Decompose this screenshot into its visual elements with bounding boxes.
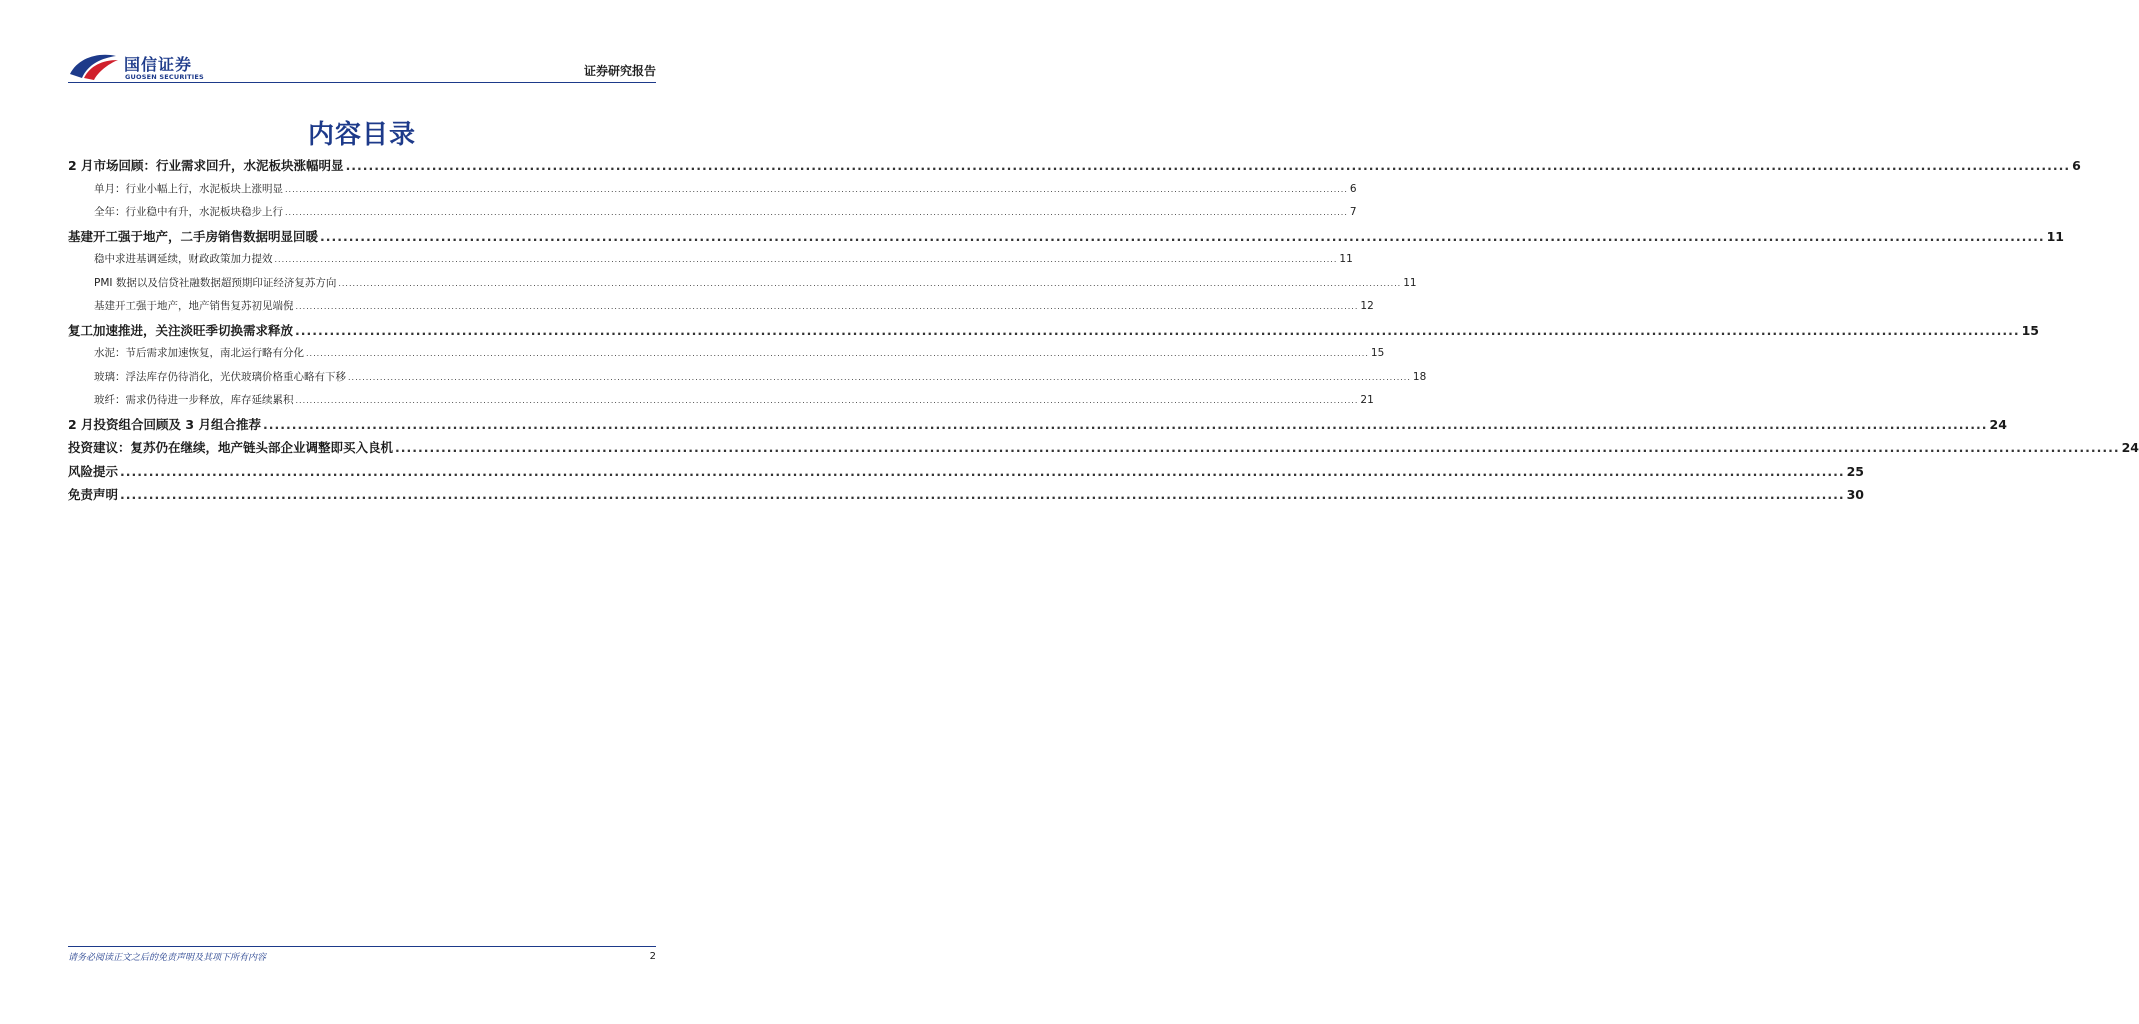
toc-entry-level2[interactable] xyxy=(68,366,1427,390)
toc-leader-dots: ............................................................................................................................................................................................................................................................................................................ xyxy=(395,440,2120,455)
toc-entry-text: 2 月市场回顾：行业需求回升，水泥板块涨幅明显 xyxy=(68,158,344,173)
toc-leader-dots: ............................................................................................................................................................................................................................................................................................................ xyxy=(295,322,2020,338)
toc-entry-level1[interactable] xyxy=(68,483,1864,507)
toc-entry-page: 6 xyxy=(2072,158,2081,173)
toc-entry-level1[interactable] xyxy=(68,225,2064,249)
toc-leader-dots: ............................................................................................................................................................................................................................................................................................................ xyxy=(120,463,1845,479)
toc-entry-text: 玻璃：浮法库存仍待消化，光伏玻璃价格重心略有下移 xyxy=(94,370,346,383)
toc-entry-text: 单月：行业小幅上行，水泥板块上涨明显 xyxy=(94,182,283,195)
toc-leader-dots: ............................................................................................................................................................................................................................................................................................................ xyxy=(295,396,1359,405)
toc-entry-text: PMI 数据以及信贷社融数据超预期印证经济复苏方向 xyxy=(94,276,337,289)
toc-entry-text: 免责声明 xyxy=(68,487,119,502)
toc-entry-text: 玻纤：需求仍待进一步释放，库存延续累积 xyxy=(94,394,294,406)
page-header xyxy=(68,48,656,86)
toc-entry-level2[interactable] xyxy=(68,342,1385,366)
toc-entry-page: 25 xyxy=(1846,463,1864,479)
toc-leader-dots: ............................................................................................................................................................................................................................................................................................................ xyxy=(320,228,2045,244)
toc-entry-page: 12 xyxy=(1360,300,1374,312)
toc-entry-text: 投资建议：复苏仍在继续，地产链头部企业调整即买入良机 xyxy=(68,440,394,455)
toc-entry-level1[interactable] xyxy=(68,460,1864,484)
toc-entry-level2[interactable] xyxy=(68,178,1357,202)
toc-entry-page: 7 xyxy=(1349,206,1357,218)
toc-entry-level2[interactable] xyxy=(68,272,1417,296)
toc-entry-level1[interactable] xyxy=(68,154,2081,178)
toc-entry-text: 基建开工强于地产，二手房销售数据明显回暖 xyxy=(68,228,319,244)
table-of-contents xyxy=(68,154,2139,507)
toc-leader-dots: ............................................................................................................................................................................................................................................................................................................ xyxy=(262,416,1988,432)
header-divider xyxy=(68,82,656,83)
toc-entry-page: 6 xyxy=(1349,182,1357,195)
toc-entry-page: 11 xyxy=(2046,228,2064,244)
toc-entry-page: 15 xyxy=(2021,322,2039,338)
toc-entry-text: 风险提示 xyxy=(68,463,119,479)
toc-entry-level2[interactable] xyxy=(68,248,1353,272)
toc-leader-dots: ............................................................................................................................................................................................................................................................................................................ xyxy=(274,255,1338,264)
toc-entry-text: 2 月投资组合回顾及 3 月组合推荐 xyxy=(68,416,261,432)
logo-chinese-name: 国信证券 xyxy=(124,55,193,74)
toc-entry-level2[interactable] xyxy=(68,295,1374,319)
toc-entry-text: 全年：行业稳中有升，水泥板块稳步上行 xyxy=(94,206,283,218)
report-type-label: 证券研究报告 xyxy=(583,64,656,78)
toc-entry-page: 21 xyxy=(1360,394,1374,406)
toc-entry-level2[interactable] xyxy=(68,389,1374,413)
toc-entry-level1[interactable] xyxy=(68,436,2139,460)
page-number: 2 xyxy=(649,951,656,962)
toc-leader-dots: ............................................................................................................................................................................................................................................................................................................ xyxy=(285,184,1348,194)
toc-leader-dots: ............................................................................................................................................................................................................................................................................................................ xyxy=(338,278,1402,288)
toc-entry-text: 基建开工强于地产，地产销售复苏初见端倪 xyxy=(94,300,294,312)
toc-entry-page: 11 xyxy=(1339,253,1353,265)
toc-leader-dots: ............................................................................................................................................................................................................................................................................................................ xyxy=(348,372,1411,382)
toc-entry-page: 24 xyxy=(1989,416,2007,432)
toc-leader-dots: ............................................................................................................................................................................................................................................................................................................ xyxy=(285,208,1348,217)
guosen-logo-icon xyxy=(68,50,120,82)
toc-leader-dots: ............................................................................................................................................................................................................................................................................................................ xyxy=(306,349,1369,358)
footer-divider xyxy=(68,946,656,947)
toc-leader-dots: ............................................................................................................................................................................................................................................................................................................ xyxy=(295,302,1359,311)
toc-entry-page: 24 xyxy=(2121,440,2139,455)
logo-english-name: GUOSEN SECURITIES xyxy=(125,73,204,81)
toc-entry-page: 18 xyxy=(1412,370,1427,383)
toc-entry-page: 30 xyxy=(1846,487,1864,502)
toc-entry-text: 水泥：节后需求加速恢复，南北运行略有分化 xyxy=(94,347,304,359)
toc-entry-text: 复工加速推进，关注淡旺季切换需求释放 xyxy=(68,322,294,338)
toc-title: 内容目录 xyxy=(307,120,416,150)
toc-entry-level1[interactable] xyxy=(68,319,2039,343)
toc-leader-dots: ............................................................................................................................................................................................................................................................................................................ xyxy=(345,158,2071,173)
footer-disclaimer: 请务必阅读正文之后的免责声明及其项下所有内容 xyxy=(68,953,267,963)
toc-entry-page: 15 xyxy=(1370,347,1385,359)
toc-entry-level2[interactable] xyxy=(68,201,1357,225)
toc-entry-text: 稳中求进基调延续，财政政策加力提效 xyxy=(94,253,273,265)
toc-entry-page: 11 xyxy=(1403,276,1417,289)
toc-leader-dots: ............................................................................................................................................................................................................................................................................................................ xyxy=(120,487,1845,502)
toc-entry-level1[interactable] xyxy=(68,413,2007,437)
